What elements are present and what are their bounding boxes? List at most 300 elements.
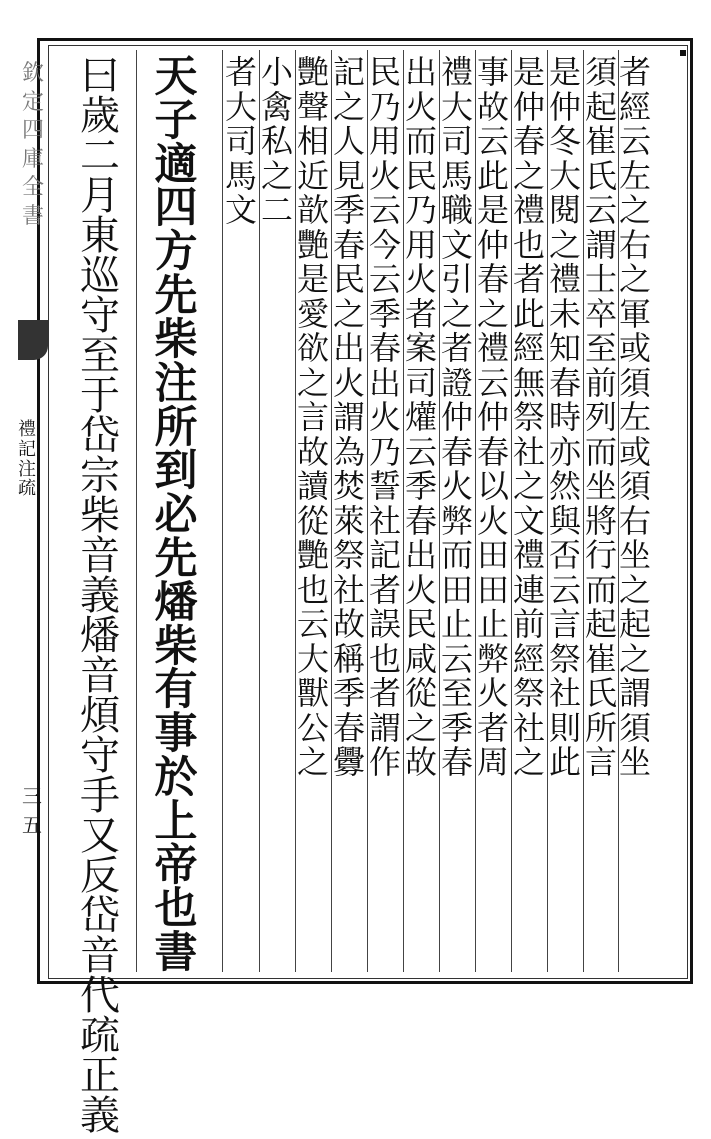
glyph: 故 <box>476 87 509 126</box>
column-rule <box>295 50 296 972</box>
glyph: 咸 <box>404 639 437 678</box>
glyph: 東 <box>80 213 120 259</box>
glyph: 謂 <box>618 674 651 712</box>
glyph: 大 <box>440 87 473 126</box>
glyph: 仲 <box>512 87 545 126</box>
glyph: 火 <box>476 674 509 712</box>
glyph: 之 <box>512 156 545 195</box>
glyph: 謂 <box>332 398 365 436</box>
column-rule <box>367 50 368 972</box>
glyph: 月 <box>80 173 120 219</box>
glyph: 事 <box>476 53 509 91</box>
glyph: 季 <box>404 467 437 505</box>
glyph: 氏 <box>584 156 617 195</box>
column-rule <box>403 50 404 972</box>
glyph: 歆 <box>296 191 329 229</box>
glyph: 守 <box>80 733 120 779</box>
glyph: 適 <box>154 139 198 190</box>
glyph: 連 <box>512 570 545 609</box>
text-column-6 <box>440 53 474 976</box>
column-rule <box>547 50 548 972</box>
page-number: 三五 <box>22 784 42 837</box>
glyph: 火 <box>368 156 401 195</box>
glyph: 而 <box>440 536 473 574</box>
text-column-2 <box>584 53 618 976</box>
glyph: 春 <box>368 329 401 367</box>
glyph: 是 <box>296 260 329 298</box>
glyph: 卒 <box>584 294 617 333</box>
glyph: 此 <box>476 156 509 195</box>
glyph: 春 <box>548 363 581 402</box>
glyph: 艷 <box>296 225 329 264</box>
column-rule <box>475 50 476 972</box>
glyph: 出 <box>404 53 437 91</box>
glyph: 坐 <box>618 743 651 781</box>
glyph: 田 <box>440 570 473 609</box>
glyph: 煩 <box>80 693 120 739</box>
glyph: 用 <box>368 122 401 160</box>
glyph: 季 <box>332 191 365 229</box>
glyph: 周 <box>476 743 509 781</box>
glyph: 者 <box>368 674 401 712</box>
glyph: 須 <box>618 363 651 402</box>
glyph: 經 <box>512 639 545 678</box>
glyph: 祭 <box>548 639 581 678</box>
text-column-10 <box>296 53 330 976</box>
text-column-14 <box>76 53 124 1139</box>
glyph: 之 <box>512 743 545 781</box>
glyph: 正 <box>80 1053 120 1099</box>
glyph: 誤 <box>368 605 401 643</box>
glyph: 然 <box>548 467 581 505</box>
glyph: 云 <box>368 260 401 298</box>
glyph: 故 <box>296 432 329 471</box>
glyph: 弊 <box>476 639 509 678</box>
glyph: 者 <box>476 708 509 747</box>
glyph: 所 <box>154 402 198 453</box>
glyph: 也 <box>512 225 545 264</box>
glyph: 反 <box>80 853 120 899</box>
glyph: 見 <box>332 156 365 195</box>
glyph: 聲 <box>296 87 329 126</box>
glyph: 燔 <box>154 577 198 628</box>
text-column-3 <box>548 53 582 976</box>
glyph: 證 <box>440 363 473 402</box>
glyph: 之 <box>476 294 509 333</box>
glyph: 之 <box>296 743 329 781</box>
glyph: 火 <box>404 570 437 609</box>
glyph: 季 <box>332 674 365 712</box>
glyph: 社 <box>512 432 545 471</box>
glyph: 也 <box>368 639 401 678</box>
glyph: 崔 <box>584 122 617 160</box>
glyph: 歲 <box>80 93 120 139</box>
glyph: 天 <box>154 52 198 102</box>
glyph: 于 <box>80 373 120 419</box>
glyph: 冬 <box>548 122 581 160</box>
glyph: 之 <box>404 708 437 747</box>
column-rule <box>511 50 512 972</box>
glyph: 艷 <box>296 53 329 91</box>
glyph: 事 <box>154 709 198 760</box>
text-column-5 <box>476 53 510 976</box>
glyph: 之 <box>332 87 365 126</box>
glyph: 用 <box>404 225 437 264</box>
spine-title: 禮記注疏 <box>18 419 36 500</box>
glyph: 也 <box>296 570 329 609</box>
glyph: 右 <box>618 225 651 264</box>
glyph: 否 <box>548 536 581 574</box>
glyph: 則 <box>548 708 581 747</box>
glyph: 者 <box>440 329 473 367</box>
glyph: 起 <box>584 605 617 643</box>
glyph: 云 <box>440 639 473 678</box>
glyph: 社 <box>368 501 401 540</box>
glyph: 今 <box>368 225 401 264</box>
glyph: 釁 <box>332 743 365 781</box>
glyph: 四 <box>154 183 198 234</box>
glyph: 時 <box>548 398 581 436</box>
corner-mark <box>680 50 686 56</box>
glyph: 起 <box>584 87 617 126</box>
glyph: 馬 <box>224 156 257 195</box>
glyph: 社 <box>332 570 365 609</box>
glyph: 春 <box>476 432 509 471</box>
glyph: 經 <box>618 87 651 126</box>
column-rule <box>583 50 584 972</box>
glyph: 焚 <box>332 467 365 505</box>
glyph: 火 <box>440 467 473 505</box>
text-column-11 <box>260 53 294 976</box>
glyph: 者 <box>512 260 545 298</box>
glyph: 至 <box>584 329 617 367</box>
glyph: 亦 <box>548 432 581 471</box>
glyph: 記 <box>368 536 401 574</box>
glyph: 讀 <box>296 467 329 505</box>
glyph: 而 <box>584 432 617 471</box>
glyph: 須 <box>618 467 651 505</box>
glyph: 仲 <box>476 225 509 264</box>
glyph: 私 <box>260 122 293 160</box>
glyph: 手 <box>80 773 120 819</box>
glyph: 云 <box>296 605 329 643</box>
glyph: 春 <box>332 225 365 264</box>
text-column-12 <box>224 53 258 976</box>
glyph: 馬 <box>440 156 473 195</box>
glyph: 文 <box>440 225 473 264</box>
glyph: 所 <box>584 708 617 747</box>
glyph: 禮 <box>476 329 509 367</box>
glyph: 方 <box>154 227 198 278</box>
glyph: 燔 <box>80 613 120 659</box>
glyph: 文 <box>224 191 257 229</box>
glyph: 是 <box>512 53 545 91</box>
glyph: 禮 <box>512 536 545 574</box>
glyph: 之 <box>618 191 651 229</box>
glyph: 子 <box>154 95 198 146</box>
glyph: 仲 <box>548 87 581 126</box>
glyph: 云 <box>368 191 401 229</box>
glyph: 爟 <box>404 398 437 436</box>
glyph: 春 <box>332 708 365 747</box>
glyph: 相 <box>296 122 329 160</box>
glyph: 誓 <box>368 467 401 505</box>
glyph: 之 <box>440 294 473 333</box>
glyph: 以 <box>476 467 509 505</box>
glyph: 二 <box>80 133 120 179</box>
glyph: 引 <box>440 260 473 298</box>
glyph: 司 <box>440 122 473 160</box>
spine-tab-mark <box>18 320 48 360</box>
column-rule <box>439 50 440 972</box>
glyph: 文 <box>512 501 545 540</box>
glyph: 或 <box>618 329 651 367</box>
glyph: 弊 <box>440 501 473 540</box>
glyph: 民 <box>368 53 401 91</box>
glyph: 氏 <box>584 674 617 712</box>
glyph: 於 <box>154 753 198 803</box>
glyph: 從 <box>404 674 437 712</box>
glyph: 社 <box>512 708 545 747</box>
glyph: 謂 <box>368 708 401 747</box>
glyph: 岱 <box>80 893 120 939</box>
glyph: 者 <box>224 53 257 91</box>
glyph: 至 <box>80 333 120 379</box>
glyph: 火 <box>368 398 401 436</box>
glyph: 司 <box>404 363 437 402</box>
glyph: 春 <box>404 501 437 540</box>
glyph: 春 <box>512 122 545 160</box>
glyph: 案 <box>404 329 437 367</box>
glyph: 禮 <box>440 53 473 91</box>
glyph: 二 <box>260 191 293 229</box>
glyph: 列 <box>584 398 617 436</box>
text-column-7 <box>404 53 438 976</box>
glyph: 左 <box>618 398 651 436</box>
glyph: 音 <box>80 533 120 579</box>
glyph: 之 <box>618 639 651 678</box>
glyph: 萊 <box>332 501 365 540</box>
glyph: 止 <box>440 605 473 643</box>
glyph: 言 <box>296 398 329 436</box>
glyph: 上 <box>154 796 198 847</box>
glyph: 坐 <box>618 536 651 574</box>
glyph: 坐 <box>584 467 617 505</box>
glyph: 司 <box>224 122 257 160</box>
glyph: 須 <box>618 708 651 747</box>
column-rule <box>618 50 619 972</box>
glyph: 書 <box>154 928 198 979</box>
glyph: 前 <box>512 605 545 643</box>
glyph: 先 <box>154 533 198 584</box>
glyph: 義 <box>80 1093 120 1139</box>
text-column-8 <box>368 53 402 976</box>
glyph: 乃 <box>368 432 401 471</box>
glyph: 云 <box>476 122 509 160</box>
glyph: 故 <box>332 605 365 643</box>
glyph: 宗 <box>80 453 120 499</box>
glyph: 又 <box>80 813 120 859</box>
glyph: 士 <box>584 260 617 298</box>
glyph: 大 <box>224 87 257 126</box>
glyph: 之 <box>618 260 651 298</box>
glyph: 柴 <box>154 314 198 365</box>
glyph: 從 <box>296 501 329 540</box>
glyph: 近 <box>296 156 329 195</box>
glyph: 而 <box>584 570 617 609</box>
glyph: 火 <box>476 501 509 540</box>
glyph: 季 <box>440 708 473 747</box>
glyph: 仲 <box>476 398 509 436</box>
glyph: 疏 <box>80 1013 120 1059</box>
glyph: 欲 <box>296 329 329 367</box>
glyph: 至 <box>440 674 473 712</box>
glyph: 田 <box>476 570 509 609</box>
text-column-1 <box>618 53 652 976</box>
text-column-4 <box>512 53 546 976</box>
glyph: 音 <box>80 933 120 979</box>
glyph: 愛 <box>296 294 329 333</box>
glyph: 此 <box>548 743 581 781</box>
glyph: 春 <box>476 260 509 298</box>
glyph: 祭 <box>332 536 365 574</box>
glyph: 春 <box>440 743 473 781</box>
glyph: 代 <box>80 973 120 1019</box>
glyph: 止 <box>476 605 509 643</box>
glyph: 先 <box>154 271 198 322</box>
glyph: 崔 <box>584 639 617 678</box>
glyph: 祭 <box>512 674 545 712</box>
glyph: 言 <box>584 743 617 781</box>
glyph: 作 <box>368 743 401 781</box>
glyph: 為 <box>332 432 365 471</box>
glyph: 義 <box>80 573 120 619</box>
glyph: 岱 <box>80 413 120 459</box>
glyph: 與 <box>548 501 581 540</box>
glyph: 未 <box>548 294 581 333</box>
glyph: 巡 <box>80 253 120 299</box>
glyph: 柴 <box>154 621 198 672</box>
glyph: 而 <box>404 122 437 160</box>
glyph: 稱 <box>332 639 365 678</box>
glyph: 出 <box>332 329 365 367</box>
glyph: 謂 <box>584 225 617 264</box>
glyph: 大 <box>548 156 581 195</box>
glyph: 柴 <box>80 493 120 539</box>
glyph: 是 <box>476 191 509 229</box>
glyph: 知 <box>548 329 581 367</box>
glyph: 經 <box>512 329 545 367</box>
glyph: 社 <box>548 674 581 712</box>
glyph: 左 <box>618 156 651 195</box>
glyph: 無 <box>512 363 545 402</box>
glyph: 大 <box>296 639 329 678</box>
glyph: 云 <box>548 570 581 609</box>
glyph: 故 <box>404 743 437 781</box>
glyph: 田 <box>476 536 509 574</box>
glyph: 必 <box>154 490 198 541</box>
glyph: 守 <box>80 293 120 339</box>
glyph: 禽 <box>260 87 293 126</box>
glyph: 禮 <box>512 191 545 229</box>
glyph: 到 <box>154 446 198 497</box>
glyph: 公 <box>296 708 329 747</box>
glyph: 小 <box>260 53 293 91</box>
glyph: 火 <box>404 87 437 126</box>
glyph: 出 <box>404 536 437 574</box>
glyph: 右 <box>618 501 651 540</box>
glyph: 是 <box>548 53 581 91</box>
glyph: 起 <box>618 605 651 643</box>
glyph: 此 <box>512 294 545 333</box>
glyph: 有 <box>154 665 198 716</box>
text-column-9 <box>332 53 366 976</box>
glyph: 祭 <box>512 398 545 436</box>
glyph: 言 <box>548 605 581 643</box>
glyph: 民 <box>404 156 437 195</box>
glyph: 之 <box>548 225 581 264</box>
glyph: 記 <box>332 53 365 91</box>
glyph: 出 <box>368 363 401 402</box>
column-rule <box>259 50 260 972</box>
glyph: 者 <box>404 294 437 333</box>
glyph: 民 <box>332 260 365 298</box>
glyph: 音 <box>80 653 120 699</box>
glyph: 乃 <box>368 87 401 126</box>
glyph: 禮 <box>548 260 581 298</box>
glyph: 之 <box>296 363 329 402</box>
glyph: 火 <box>404 260 437 298</box>
glyph: 民 <box>404 605 437 643</box>
text-column-13 <box>149 52 203 979</box>
glyph: 之 <box>260 156 293 195</box>
glyph: 云 <box>404 432 437 471</box>
glyph: 之 <box>618 570 651 609</box>
glyph: 曰 <box>80 53 120 99</box>
glyph: 人 <box>332 122 365 160</box>
glyph: 者 <box>618 53 651 91</box>
glyph: 艷 <box>296 536 329 574</box>
glyph: 或 <box>618 432 651 471</box>
glyph: 火 <box>332 363 365 402</box>
glyph: 仲 <box>440 398 473 436</box>
glyph: 春 <box>440 432 473 471</box>
glyph: 云 <box>584 191 617 229</box>
glyph: 職 <box>440 191 473 229</box>
glyph: 前 <box>584 363 617 402</box>
glyph: 注 <box>154 358 198 409</box>
glyph: 軍 <box>618 294 651 333</box>
glyph: 也 <box>154 884 198 935</box>
glyph: 閱 <box>548 191 581 229</box>
spine-header: 欽定四庫全書 <box>22 61 45 229</box>
glyph: 行 <box>584 536 617 574</box>
glyph: 須 <box>584 53 617 91</box>
glyph: 者 <box>368 570 401 609</box>
column-rule <box>222 50 223 972</box>
glyph: 季 <box>368 294 401 333</box>
glyph: 將 <box>584 501 617 540</box>
glyph: 之 <box>332 294 365 333</box>
glyph: 獸 <box>296 674 329 712</box>
glyph: 帝 <box>154 840 198 891</box>
glyph: 乃 <box>404 191 437 229</box>
glyph: 云 <box>476 363 509 402</box>
glyph: 云 <box>618 122 651 160</box>
column-rule <box>331 50 332 972</box>
glyph: 之 <box>512 467 545 505</box>
column-rule <box>136 50 137 972</box>
